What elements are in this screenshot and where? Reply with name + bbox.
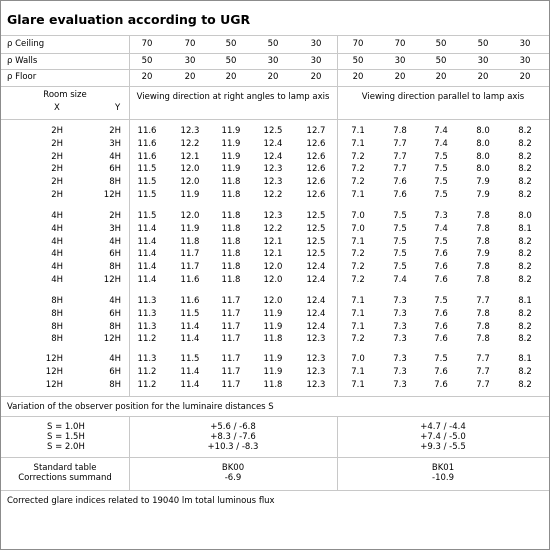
- ugr-value: 11.9: [180, 190, 200, 200]
- room-size-x: 8H: [51, 296, 63, 306]
- reflectance-value: 50: [225, 39, 237, 49]
- ugr-value: 11.7: [221, 367, 241, 377]
- ugr-value: 11.4: [180, 334, 200, 344]
- ugr-value: 7.8: [476, 262, 490, 272]
- ugr-value: 12.5: [306, 211, 326, 221]
- page-title: Glare evaluation according to UGR: [7, 12, 251, 27]
- variation-distance-label: S = 1.0H: [47, 422, 85, 432]
- ugr-value: 11.3: [137, 296, 157, 306]
- ugr-value: 12.0: [180, 211, 200, 221]
- ugr-value: 7.7: [393, 164, 407, 174]
- ugr-value: 7.6: [434, 367, 448, 377]
- ugr-value: 8.2: [518, 249, 532, 259]
- ugr-value: 12.6: [306, 139, 326, 149]
- ugr-value: 7.1: [351, 237, 365, 247]
- ugr-value: 12.3: [263, 211, 283, 221]
- room-size-x: 4H: [51, 224, 63, 234]
- reflectance-value: 50: [352, 56, 364, 66]
- ugr-value: 7.7: [476, 367, 490, 377]
- ugr-value: 7.7: [393, 139, 407, 149]
- ugr-value: 7.2: [351, 275, 365, 285]
- ugr-value: 12.0: [180, 177, 200, 187]
- reflectance-value: 30: [267, 56, 279, 66]
- ugr-value: 7.9: [476, 177, 490, 187]
- room-size-x: 8H: [51, 322, 63, 332]
- ugr-value: 12.6: [306, 164, 326, 174]
- reflectance-value: 30: [477, 56, 489, 66]
- ugr-value: 7.0: [351, 224, 365, 234]
- ugr-value: 7.3: [393, 380, 407, 390]
- ugr-value: 12.4: [263, 152, 283, 162]
- ugr-value: 12.2: [263, 224, 283, 234]
- ugr-value: 11.3: [137, 354, 157, 364]
- ugr-value: 7.6: [434, 380, 448, 390]
- ugr-value: 7.5: [393, 211, 407, 221]
- ugr-value: 8.2: [518, 126, 532, 136]
- ugr-value: 11.7: [221, 296, 241, 306]
- ugr-value: 7.6: [434, 334, 448, 344]
- reflectance-value: 20: [394, 72, 406, 82]
- reflectance-value: 30: [184, 56, 196, 66]
- ugr-value: 11.2: [137, 334, 157, 344]
- ugr-value: 12.4: [306, 262, 326, 272]
- ugr-value: 7.2: [351, 249, 365, 259]
- ugr-value: 8.1: [518, 224, 532, 234]
- ugr-value: 11.9: [180, 224, 200, 234]
- ugr-value: 7.5: [434, 354, 448, 364]
- room-size-x: 2H: [51, 190, 63, 200]
- ugr-value: 11.7: [221, 380, 241, 390]
- ugr-value: 12.4: [306, 309, 326, 319]
- room-size-y-label: Y: [115, 103, 121, 113]
- room-size-x: 12H: [45, 380, 63, 390]
- ugr-value: 8.2: [518, 367, 532, 377]
- ugr-value: 11.8: [221, 249, 241, 259]
- ugr-value: 8.0: [476, 164, 490, 174]
- ugr-value: 7.8: [476, 309, 490, 319]
- ugr-value: 11.5: [137, 177, 157, 187]
- ugr-value: 11.7: [221, 334, 241, 344]
- ugr-value: 7.3: [393, 354, 407, 364]
- ugr-value: 11.6: [137, 126, 157, 136]
- ugr-value: 7.9: [476, 249, 490, 259]
- reflectance-value: 20: [477, 72, 489, 82]
- reflectance-value: 70: [184, 39, 196, 49]
- ugr-value: 12.4: [306, 275, 326, 285]
- ugr-value: 7.8: [476, 322, 490, 332]
- divider-floor: [1, 86, 549, 87]
- reflectance-value: 50: [435, 39, 447, 49]
- correction-parallel: -10.9: [432, 473, 454, 483]
- ugr-value: 7.1: [351, 309, 365, 319]
- ugr-value: 7.6: [434, 249, 448, 259]
- ugr-value: 7.7: [393, 152, 407, 162]
- ugr-value: 12.3: [306, 367, 326, 377]
- ugr-value: 7.6: [393, 190, 407, 200]
- room-size-x: 8H: [51, 334, 63, 344]
- ugr-value: 11.6: [180, 275, 200, 285]
- ugr-value: 12.4: [306, 322, 326, 332]
- ugr-value: 8.2: [518, 262, 532, 272]
- ugr-value: 12.4: [306, 296, 326, 306]
- ugr-value: 7.5: [434, 164, 448, 174]
- ugr-value: 11.4: [137, 262, 157, 272]
- variation-description: Variation of the observer position for the luminaire distances S: [7, 402, 274, 412]
- ugr-value: 12.1: [263, 237, 283, 247]
- ugr-value: 8.0: [476, 152, 490, 162]
- ugr-value: 11.4: [180, 322, 200, 332]
- ugr-value: 8.0: [518, 211, 532, 221]
- ugr-value: 12.5: [306, 224, 326, 234]
- variation-distance-label: S = 2.0H: [47, 442, 85, 452]
- ugr-value: 12.6: [306, 177, 326, 187]
- ugr-value: 11.7: [180, 262, 200, 272]
- ugr-value: 11.6: [180, 296, 200, 306]
- ugr-value: 11.3: [137, 309, 157, 319]
- ugr-value: 12.3: [306, 334, 326, 344]
- reflectance-value: 50: [477, 39, 489, 49]
- corrections-summand-label: Corrections summand: [18, 473, 112, 483]
- ugr-value: 7.1: [351, 367, 365, 377]
- room-size-y: 12H: [103, 190, 121, 200]
- ugr-value: 11.4: [180, 380, 200, 390]
- ugr-value: 8.2: [518, 275, 532, 285]
- ugr-value: 7.8: [476, 275, 490, 285]
- reflectance-value: 50: [267, 39, 279, 49]
- variation-parallel-value: +9.3 / -5.5: [420, 442, 466, 452]
- standard-table-right-angles: BK00: [221, 463, 245, 473]
- reflectance-value: 20: [225, 72, 237, 82]
- room-size-y: 6H: [109, 309, 121, 319]
- viewing-right-angles-label: Viewing direction at right angles to lamp axis: [136, 92, 330, 102]
- variation-right-angles-value: +10.3 / -8.3: [207, 442, 259, 452]
- ugr-value: 12.4: [263, 139, 283, 149]
- ugr-value: 7.4: [393, 275, 407, 285]
- ugr-value: 7.3: [393, 334, 407, 344]
- divider-standard-bottom: [1, 490, 549, 491]
- ugr-value: 11.8: [221, 190, 241, 200]
- ugr-value: 7.7: [476, 296, 490, 306]
- ugr-value: 11.7: [221, 322, 241, 332]
- reflectance-value: 20: [519, 72, 531, 82]
- room-size-label: Room size: [43, 90, 87, 100]
- ugr-value: 12.5: [306, 249, 326, 259]
- ugr-value: 8.0: [476, 126, 490, 136]
- room-size-x: 2H: [51, 152, 63, 162]
- ugr-value: 7.1: [351, 322, 365, 332]
- room-size-y: 6H: [109, 164, 121, 174]
- ugr-value: 11.5: [180, 309, 200, 319]
- ugr-value: 11.4: [137, 224, 157, 234]
- ugr-value: 12.0: [263, 275, 283, 285]
- ugr-value: 7.8: [393, 126, 407, 136]
- divider-ceiling: [1, 53, 549, 54]
- reflectance-value: 20: [141, 72, 153, 82]
- ugr-value: 7.8: [476, 334, 490, 344]
- room-size-y: 4H: [109, 296, 121, 306]
- ugr-value: 11.4: [137, 249, 157, 259]
- ugr-value: 11.9: [221, 164, 241, 174]
- room-size-y: 6H: [109, 249, 121, 259]
- divider-variation-bottom: [1, 457, 549, 458]
- room-size-x: 2H: [51, 126, 63, 136]
- reflectance-value: 30: [310, 56, 322, 66]
- ugr-value: 11.9: [221, 126, 241, 136]
- ugr-value: 7.1: [351, 380, 365, 390]
- room-size-y: 8H: [109, 262, 121, 272]
- reflectance-value: 20: [267, 72, 279, 82]
- ugr-value: 11.8: [221, 237, 241, 247]
- ugr-value: 11.8: [263, 380, 283, 390]
- ugr-value: 7.5: [393, 249, 407, 259]
- ugr-value: 11.9: [263, 309, 283, 319]
- room-size-y: 6H: [109, 367, 121, 377]
- ugr-value: 7.5: [434, 296, 448, 306]
- room-size-x: 4H: [51, 262, 63, 272]
- ugr-value: 11.5: [137, 164, 157, 174]
- ugr-value: 11.4: [137, 237, 157, 247]
- ugr-value: 12.2: [180, 139, 200, 149]
- ugr-value: 7.2: [351, 177, 365, 187]
- reflectance-value: 30: [394, 56, 406, 66]
- room-size-y: 12H: [103, 334, 121, 344]
- ugr-value: 11.4: [137, 275, 157, 285]
- room-size-x: 8H: [51, 309, 63, 319]
- ugr-value: 7.6: [434, 322, 448, 332]
- variation-parallel-value: +7.4 / -5.0: [420, 432, 466, 442]
- ugr-value: 12.3: [263, 164, 283, 174]
- reflectance-value: 50: [435, 56, 447, 66]
- ugr-value: 7.4: [434, 139, 448, 149]
- ugr-value: 12.0: [180, 164, 200, 174]
- ugr-value: 12.3: [180, 126, 200, 136]
- ugr-value: 11.8: [221, 275, 241, 285]
- standard-table-parallel: BK01: [431, 463, 455, 473]
- ugr-value: 7.6: [434, 262, 448, 272]
- ugr-value: 7.5: [393, 224, 407, 234]
- room-size-x: 12H: [45, 367, 63, 377]
- reflectance-value: 20: [310, 72, 322, 82]
- ugr-value: 7.3: [393, 367, 407, 377]
- ugr-value: 11.5: [137, 190, 157, 200]
- ugr-value: 11.6: [137, 152, 157, 162]
- reflectance-value: 50: [141, 56, 153, 66]
- ugr-value: 12.0: [263, 296, 283, 306]
- ugr-value: 7.2: [351, 164, 365, 174]
- viewing-parallel-label: Viewing direction parallel to lamp axis: [361, 92, 525, 102]
- ugr-value: 12.5: [263, 126, 283, 136]
- ugr-value: 11.9: [221, 152, 241, 162]
- ugr-value: 8.2: [518, 139, 532, 149]
- reflectance-value: 20: [435, 72, 447, 82]
- room-size-y: 2H: [109, 126, 121, 136]
- room-size-x: 4H: [51, 237, 63, 247]
- ugr-value: 11.8: [221, 211, 241, 221]
- ugr-value: 7.5: [434, 190, 448, 200]
- ugr-value: 12.1: [263, 249, 283, 259]
- room-size-y: 4H: [109, 354, 121, 364]
- variation-distance-label: S = 1.5H: [47, 432, 85, 442]
- ugr-value: 7.4: [434, 224, 448, 234]
- room-size-x: 4H: [51, 275, 63, 285]
- variation-right-angles-value: +8.3 / -7.6: [210, 432, 256, 442]
- divider-header: [1, 119, 549, 120]
- ugr-value: 11.9: [263, 367, 283, 377]
- ugr-value: 12.3: [263, 177, 283, 187]
- room-size-x: 12H: [45, 354, 63, 364]
- reflectance-label: ρ Ceiling: [7, 39, 45, 49]
- ugr-value: 7.6: [393, 177, 407, 187]
- ugr-value: 7.2: [351, 334, 365, 344]
- ugr-value: 7.3: [393, 309, 407, 319]
- room-size-x-label: X: [54, 103, 60, 113]
- ugr-value: 12.6: [306, 190, 326, 200]
- reflectance-label: ρ Floor: [7, 72, 37, 82]
- ugr-value: 7.7: [476, 354, 490, 364]
- ugr-value: 11.8: [221, 262, 241, 272]
- ugr-value: 7.3: [434, 211, 448, 221]
- ugr-value: 12.5: [306, 237, 326, 247]
- ugr-value: 11.4: [180, 367, 200, 377]
- ugr-value: 7.1: [351, 190, 365, 200]
- ugr-value: 11.3: [137, 322, 157, 332]
- ugr-value: 8.2: [518, 380, 532, 390]
- ugr-value: 7.5: [393, 262, 407, 272]
- reflectance-value: 70: [141, 39, 153, 49]
- ugr-value: 8.2: [518, 322, 532, 332]
- standard-table-label: Standard table: [33, 463, 97, 473]
- ugr-value: 8.2: [518, 164, 532, 174]
- room-size-y: 2H: [109, 211, 121, 221]
- ugr-value: 12.0: [263, 262, 283, 272]
- ugr-value: 12.6: [306, 152, 326, 162]
- ugr-value: 11.8: [180, 237, 200, 247]
- correction-right-angles: -6.9: [224, 473, 242, 483]
- ugr-value: 8.2: [518, 334, 532, 344]
- ugr-value: 12.3: [306, 354, 326, 364]
- reflectance-value: 30: [310, 39, 322, 49]
- reflectance-label: ρ Walls: [7, 56, 38, 66]
- ugr-value: 12.3: [306, 380, 326, 390]
- ugr-value: 7.5: [393, 237, 407, 247]
- reflectance-value: 20: [184, 72, 196, 82]
- ugr-value: 12.1: [180, 152, 200, 162]
- ugr-value: 8.2: [518, 152, 532, 162]
- ugr-value: 12.7: [306, 126, 326, 136]
- reflectance-value: 20: [352, 72, 364, 82]
- ugr-value: 7.8: [476, 211, 490, 221]
- ugr-value: 7.6: [434, 309, 448, 319]
- ugr-value: 7.3: [393, 322, 407, 332]
- divider-grid-bottom: [1, 396, 549, 397]
- room-size-x: 2H: [51, 139, 63, 149]
- ugr-value: 11.9: [263, 322, 283, 332]
- ugr-value: 11.7: [221, 309, 241, 319]
- room-size-y: 12H: [103, 275, 121, 285]
- variation-right-angles-value: +5.6 / -6.8: [210, 422, 256, 432]
- ugr-value: 8.1: [518, 354, 532, 364]
- ugr-value: 7.7: [476, 380, 490, 390]
- ugr-value: 7.2: [351, 262, 365, 272]
- ugr-value: 8.0: [476, 139, 490, 149]
- ugr-value: 7.0: [351, 211, 365, 221]
- ugr-value: 7.1: [351, 139, 365, 149]
- ugr-value: 12.2: [263, 190, 283, 200]
- ugr-value: 7.5: [434, 152, 448, 162]
- ugr-value: 7.5: [434, 177, 448, 187]
- ugr-value: 7.1: [351, 296, 365, 306]
- room-size-x: 2H: [51, 164, 63, 174]
- ugr-value: 7.3: [393, 296, 407, 306]
- ugr-value: 8.2: [518, 237, 532, 247]
- ugr-value: 7.9: [476, 190, 490, 200]
- room-size-y: 8H: [109, 380, 121, 390]
- ugr-value: 11.9: [263, 354, 283, 364]
- footer-note: Corrected glare indices related to 19040 lm total luminous flux: [7, 496, 275, 506]
- ugr-value: 11.5: [137, 211, 157, 221]
- ugr-value: 8.2: [518, 177, 532, 187]
- reflectance-value: 30: [519, 39, 531, 49]
- ugr-value: 11.8: [221, 224, 241, 234]
- ugr-value: 7.0: [351, 354, 365, 364]
- divider-walls: [1, 69, 549, 70]
- reflectance-value: 70: [352, 39, 364, 49]
- ugr-value: 11.7: [221, 354, 241, 364]
- ugr-value: 7.1: [351, 126, 365, 136]
- ugr-value: 8.2: [518, 190, 532, 200]
- ugr-value: 8.2: [518, 309, 532, 319]
- room-size-x: 2H: [51, 177, 63, 187]
- ugr-value: 11.8: [263, 334, 283, 344]
- ugr-value: 7.8: [476, 237, 490, 247]
- ugr-value: 7.8: [476, 224, 490, 234]
- room-size-y: 4H: [109, 237, 121, 247]
- ugr-value: 11.8: [221, 177, 241, 187]
- ugr-value: 11.6: [137, 139, 157, 149]
- variation-parallel-value: +4.7 / -4.4: [420, 422, 466, 432]
- ugr-value: 11.2: [137, 367, 157, 377]
- ugr-value: 7.5: [434, 237, 448, 247]
- ugr-value: 11.2: [137, 380, 157, 390]
- room-size-x: 4H: [51, 211, 63, 221]
- ugr-value: 8.1: [518, 296, 532, 306]
- ugr-value: 11.5: [180, 354, 200, 364]
- divider-variation: [1, 416, 549, 417]
- room-size-y: 4H: [109, 152, 121, 162]
- reflectance-value: 50: [225, 56, 237, 66]
- ugr-value: 7.2: [351, 152, 365, 162]
- room-size-y: 3H: [109, 224, 121, 234]
- divider-title: [1, 35, 549, 36]
- reflectance-value: 30: [519, 56, 531, 66]
- room-size-y: 8H: [109, 322, 121, 332]
- room-size-y: 8H: [109, 177, 121, 187]
- ugr-value: 11.9: [221, 139, 241, 149]
- ugr-value: 11.7: [180, 249, 200, 259]
- ugr-value: 7.6: [434, 275, 448, 285]
- room-size-x: 4H: [51, 249, 63, 259]
- ugr-value: 7.4: [434, 126, 448, 136]
- reflectance-value: 70: [394, 39, 406, 49]
- room-size-y: 3H: [109, 139, 121, 149]
